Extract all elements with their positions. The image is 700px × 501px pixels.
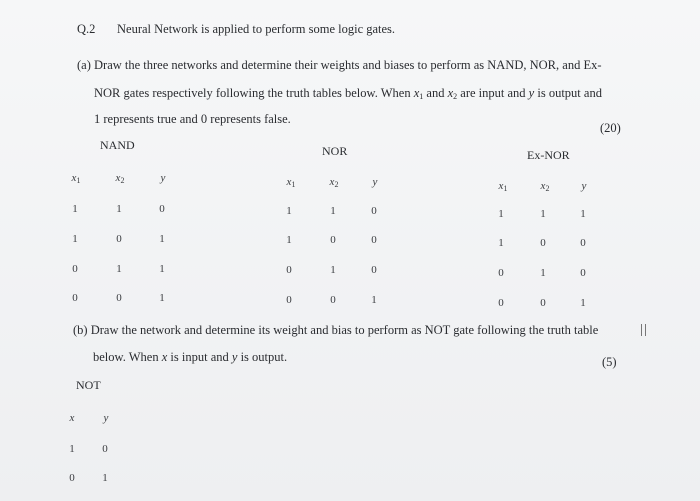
question-intro: Neural Network is applied to perform some logic gates. — [117, 22, 396, 36]
nand-cell: 0 — [116, 233, 122, 245]
nand-title: NAND — [100, 138, 135, 152]
not-cell: 1 — [102, 472, 108, 484]
nand-cell: 0 — [116, 292, 122, 304]
exnor-cell: 0 — [580, 237, 586, 249]
exnor-cell: 1 — [540, 208, 546, 220]
exnor-cell: 0 — [540, 237, 546, 249]
nand-cell: 1 — [116, 263, 122, 275]
nor-cell: 0 — [286, 294, 292, 306]
nor-cell: 1 — [330, 205, 336, 217]
not-header-x: x — [69, 412, 75, 424]
exnor-header-y: y — [581, 180, 587, 192]
nor-cell: 1 — [286, 234, 292, 246]
nor-cell: 0 — [330, 294, 336, 306]
text-cursor-icon — [641, 324, 646, 336]
nand-cell: 1 — [159, 233, 165, 245]
nand-header-y: y — [160, 172, 166, 184]
nand-header-x1: $x_1$ — [71, 172, 81, 185]
not-cell: 1 — [69, 443, 75, 455]
not-header-y: y — [103, 412, 109, 424]
exnor-cell: 0 — [540, 297, 546, 309]
part-b-line2: below. When x is input and y is output. — [93, 350, 288, 364]
not-cell: 0 — [102, 443, 108, 455]
nor-cell: 0 — [371, 234, 377, 246]
exnor-cell: 1 — [540, 267, 546, 279]
nand-cell: 1 — [159, 263, 165, 275]
exnor-cell: 0 — [498, 297, 504, 309]
nor-cell: 0 — [330, 234, 336, 246]
nand-cell: 0 — [159, 203, 165, 215]
nor-header-x2: $x_2$ — [329, 176, 339, 189]
nor-title: NOR — [322, 144, 348, 158]
question-number: Q.2 — [77, 22, 96, 36]
part-a-marks: (20) — [600, 121, 621, 135]
nor-cell: 0 — [371, 205, 377, 217]
exnor-cell: 0 — [498, 267, 504, 279]
exnor-header-x1: $x_1$ — [498, 180, 508, 193]
nand-cell: 0 — [72, 263, 78, 275]
exnor-cell: 1 — [498, 237, 504, 249]
nand-header-x2: $x_2$ — [115, 172, 125, 185]
exnor-cell: 0 — [580, 267, 586, 279]
part-b-marks: (5) — [602, 355, 617, 369]
nand-cell: 0 — [72, 292, 78, 304]
not-cell: 0 — [69, 472, 75, 484]
nand-cell: 1 — [116, 203, 122, 215]
part-a-line3: 1 represents true and 0 represents false. — [94, 112, 291, 126]
nand-cell: 1 — [72, 203, 78, 215]
nor-header-x1: $x_1$ — [286, 176, 296, 189]
nor-cell: 0 — [371, 264, 377, 276]
not-title: NOT — [76, 378, 101, 392]
exnor-cell: 1 — [580, 297, 586, 309]
exnor-cell: 1 — [580, 208, 586, 220]
nand-cell: 1 — [159, 292, 165, 304]
nand-cell: 1 — [72, 233, 78, 245]
part-a-line1: (a) Draw the three networks and determine their weights and biases to perform as NAND, NOR, and Ex- — [77, 58, 602, 72]
nor-cell: 0 — [286, 264, 292, 276]
exnor-title: Ex-NOR — [527, 148, 570, 162]
part-a-line2: NOR gates respectively following the truth tables below. When $x_1$ and $x_2$ are input and y is output and — [94, 86, 602, 101]
nor-cell: 1 — [286, 205, 292, 217]
nor-header-y: y — [372, 176, 378, 188]
exnor-cell: 1 — [498, 208, 504, 220]
nor-cell: 1 — [371, 294, 377, 306]
part-b-line1: (b) Draw the network and determine its weight and bias to perform as NOT gate following the truth table — [73, 323, 599, 337]
exnor-header-x2: $x_2$ — [540, 180, 550, 193]
nor-cell: 1 — [330, 264, 336, 276]
